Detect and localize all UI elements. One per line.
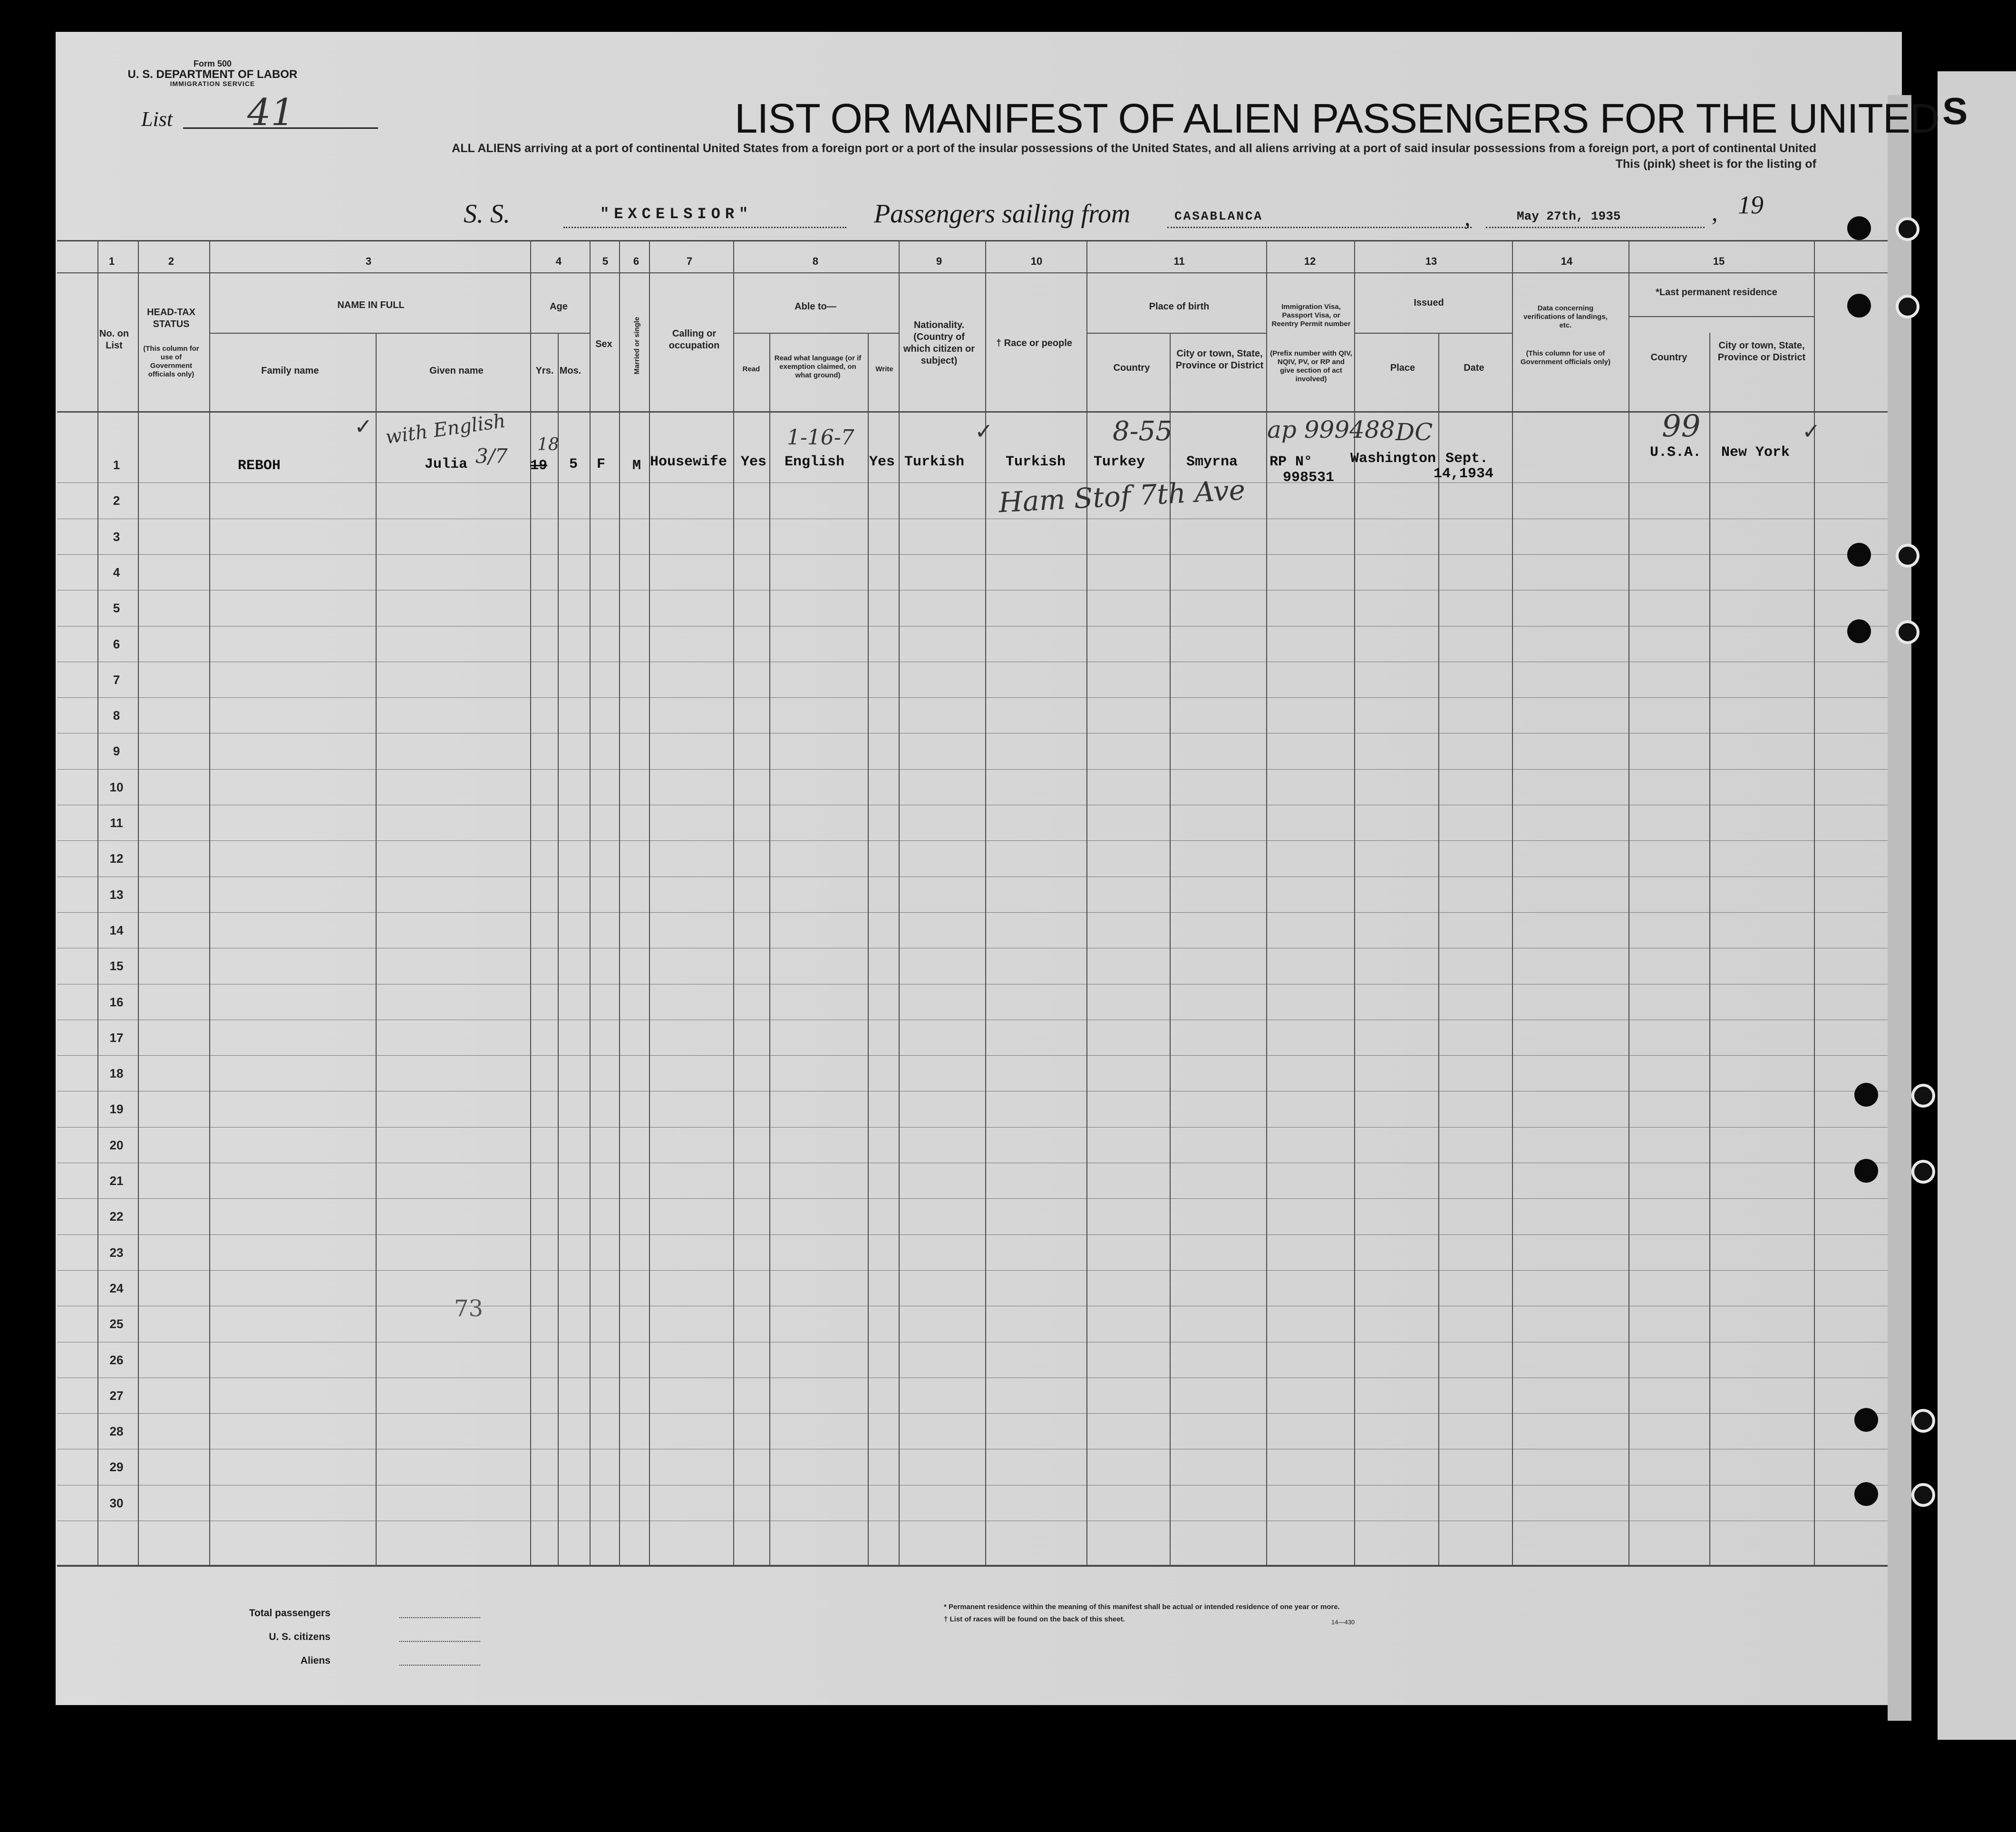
row-number: 13 bbox=[109, 887, 124, 902]
next-page-letter: S bbox=[1942, 90, 1968, 132]
handwritten-place-note: DC bbox=[1396, 418, 1433, 446]
row-number: 10 bbox=[109, 780, 124, 794]
row-number: 18 bbox=[109, 1066, 124, 1081]
header-sex: Sex bbox=[595, 339, 612, 349]
col-number-4: 4 bbox=[555, 255, 562, 267]
grid-bottom bbox=[57, 1565, 1888, 1567]
grid-header-bottom bbox=[57, 411, 1888, 413]
row-number: 27 bbox=[109, 1388, 124, 1403]
year-label: 19 bbox=[1738, 191, 1764, 219]
header-nationality: Nationality. (Country of which citizen or subject) bbox=[903, 320, 975, 366]
column-line bbox=[733, 240, 734, 1565]
col-number-14: 14 bbox=[1560, 255, 1573, 267]
header-lr-city: City or town, State, Province or District bbox=[1717, 340, 1806, 363]
age-months: 5 bbox=[569, 456, 578, 472]
column-line bbox=[769, 333, 770, 1565]
row-line bbox=[57, 1234, 1888, 1235]
residence-city: New York bbox=[1721, 444, 1790, 461]
col-number-11: 11 bbox=[1173, 255, 1185, 267]
column-line bbox=[1438, 333, 1439, 1565]
marital-status: M bbox=[632, 458, 641, 474]
column-line bbox=[558, 333, 559, 1565]
row-number: 15 bbox=[109, 959, 124, 974]
row-number: 3 bbox=[113, 529, 120, 544]
sailing-label: Passengers sailing from bbox=[874, 199, 1131, 229]
col-number-1: 1 bbox=[108, 255, 115, 267]
column-line bbox=[1628, 240, 1629, 1565]
row-number: 19 bbox=[109, 1102, 124, 1117]
header-able-to: Able to— bbox=[795, 301, 836, 312]
next-page-edge bbox=[1938, 71, 2016, 1740]
port-line bbox=[1167, 227, 1472, 228]
header-last-residence: *Last permanent residence bbox=[1656, 287, 1777, 298]
row-number: 26 bbox=[109, 1352, 124, 1367]
col-number-6: 6 bbox=[633, 255, 640, 267]
subheader-divider bbox=[1354, 333, 1512, 334]
binder-ring bbox=[1911, 1084, 1935, 1108]
handwritten-given-note: 3/7 bbox=[475, 444, 508, 468]
row-number: 25 bbox=[109, 1317, 124, 1331]
header-married: Married or single bbox=[633, 317, 641, 375]
sex: F bbox=[597, 456, 606, 472]
header-read: Read bbox=[742, 365, 760, 373]
grid-colnum-line bbox=[57, 272, 1888, 273]
header-race: † Race or people bbox=[996, 338, 1073, 348]
issued-place: Washington bbox=[1350, 451, 1436, 467]
handwritten-signature-note: Ham Stof 7th Ave bbox=[998, 473, 1246, 519]
row-number: 5 bbox=[113, 601, 120, 616]
row-number: 4 bbox=[113, 565, 120, 579]
race: Turkish bbox=[1006, 454, 1066, 470]
row-line bbox=[57, 697, 1888, 698]
header-name-in-full: NAME IN FULL bbox=[337, 300, 405, 310]
sheet-edge bbox=[1888, 95, 1911, 1721]
handwritten-visa-note: ap 999488 bbox=[1267, 416, 1395, 444]
header-yrs: Yrs. bbox=[535, 366, 554, 376]
header-given-name: Given name bbox=[429, 366, 484, 376]
ship-name: "EXCELSIOR" bbox=[600, 205, 753, 223]
birth-city: Smyrna bbox=[1186, 454, 1238, 470]
aliens-label: Aliens bbox=[300, 1655, 330, 1666]
list-value: 41 bbox=[247, 91, 295, 134]
header-write: Write bbox=[875, 365, 893, 373]
column-line bbox=[209, 240, 210, 1565]
header-read-language: Read what language (or if exemption claimed, on what ground) bbox=[774, 354, 862, 379]
subheader-divider bbox=[209, 333, 530, 334]
row-number: 6 bbox=[113, 636, 120, 651]
col-number-3: 3 bbox=[365, 255, 372, 267]
occupation: Housewife bbox=[650, 454, 727, 470]
row-number: 29 bbox=[109, 1460, 124, 1475]
col-number-13: 13 bbox=[1425, 255, 1437, 267]
total-passengers-label: Total passengers bbox=[249, 1608, 330, 1619]
row-number: 1 bbox=[113, 458, 120, 472]
header-lr-country: Country bbox=[1650, 352, 1687, 363]
check-mark: ✓ bbox=[354, 414, 373, 439]
header-head-tax: HEAD-TAX STATUS bbox=[147, 307, 195, 329]
row-line bbox=[57, 482, 1888, 483]
binder-hole bbox=[1847, 216, 1871, 240]
binder-ring bbox=[1896, 217, 1919, 241]
page-subtitle bbox=[399, 141, 1816, 172]
row-line bbox=[57, 769, 1888, 770]
stamp-number: 73 bbox=[454, 1295, 484, 1322]
grid-top bbox=[57, 240, 1888, 241]
handwritten-note: with English bbox=[384, 410, 507, 449]
row-number: 22 bbox=[109, 1209, 124, 1224]
visa-number: 998531 bbox=[1283, 470, 1335, 486]
header-place-of-birth: Place of birth bbox=[1149, 301, 1210, 312]
header-head-tax-note: (This column for use of Government officials only) bbox=[143, 345, 199, 378]
department-name: U. S. DEPARTMENT OF LABOR bbox=[127, 67, 298, 81]
header-data-concerning: Data concerning verifications of landings, etc. bbox=[1523, 304, 1608, 329]
form-code: 14—430 bbox=[1331, 1619, 1355, 1626]
column-line bbox=[1512, 240, 1513, 1565]
footnote-residence: * Permanent residence within the meaning of this manifest shall be actual or intended residence of one year or more. bbox=[944, 1603, 1340, 1611]
header-family-name: Family name bbox=[261, 366, 319, 376]
header-birth-country: Country bbox=[1113, 363, 1150, 373]
ss-label: S. S. bbox=[464, 199, 510, 229]
column-line bbox=[619, 240, 620, 1565]
nationality: Turkish bbox=[904, 454, 965, 470]
subheader-divider bbox=[733, 333, 899, 334]
column-line bbox=[1170, 333, 1171, 1565]
column-line bbox=[1709, 333, 1710, 1565]
row-number: 7 bbox=[113, 672, 120, 687]
check-mark: ✓ bbox=[1802, 418, 1821, 444]
handwritten-birth-note: 8-55 bbox=[1113, 416, 1173, 447]
subheader-divider bbox=[1086, 333, 1266, 334]
comma: , bbox=[1464, 204, 1471, 231]
binder-ring bbox=[1911, 1160, 1935, 1184]
header-issued-date: Date bbox=[1464, 363, 1484, 373]
row-number: 30 bbox=[109, 1495, 124, 1510]
binder-ring bbox=[1896, 295, 1919, 318]
us-citizens-label: U. S. citizens bbox=[269, 1631, 330, 1642]
header-age: Age bbox=[550, 301, 568, 312]
service-name: IMMIGRATION SERVICE bbox=[170, 80, 255, 88]
binder-hole bbox=[1854, 1482, 1878, 1506]
row-number: 28 bbox=[109, 1424, 124, 1439]
col-number-10: 10 bbox=[1030, 255, 1043, 267]
header-calling: Calling or occupation bbox=[669, 328, 720, 351]
column-line bbox=[1086, 240, 1087, 1565]
total-passengers-line bbox=[399, 1617, 480, 1618]
comma: , bbox=[1712, 199, 1718, 226]
header-visa-note: (Prefix number with QIV, NQIV, PV, or RP and give section of act involved) bbox=[1270, 349, 1352, 383]
row-number: 24 bbox=[109, 1281, 124, 1295]
page-title: LIST OR MANIFEST OF ALIEN PASSENGERS FOR THE UNITED bbox=[735, 96, 1939, 142]
header-issued-place: Place bbox=[1390, 363, 1415, 373]
subheader-divider bbox=[530, 333, 590, 334]
binder-ring bbox=[1896, 620, 1919, 644]
col-number-12: 12 bbox=[1304, 255, 1316, 267]
family-name: REBOH bbox=[238, 458, 281, 474]
handwritten-age: 18 bbox=[537, 435, 559, 454]
row-number: 21 bbox=[109, 1174, 124, 1188]
footnote-races: † List of races will be found on the back of this sheet. bbox=[944, 1615, 1125, 1623]
row-number: 23 bbox=[109, 1245, 124, 1260]
subheader-divider bbox=[1628, 316, 1814, 317]
ship-line bbox=[563, 227, 846, 228]
row-line bbox=[57, 1198, 1888, 1199]
row-number: 14 bbox=[109, 923, 124, 937]
row-number: 11 bbox=[110, 816, 123, 830]
col-number-5: 5 bbox=[602, 255, 609, 267]
list-label: List bbox=[141, 107, 173, 131]
aliens-line bbox=[399, 1665, 480, 1666]
row-number: 8 bbox=[113, 708, 120, 723]
binder-hole bbox=[1854, 1083, 1878, 1107]
date-line bbox=[1486, 227, 1705, 228]
column-line bbox=[649, 240, 650, 1565]
binder-hole bbox=[1847, 294, 1871, 318]
column-line bbox=[530, 240, 531, 1565]
form-label bbox=[115, 59, 310, 87]
binder-hole bbox=[1854, 1159, 1878, 1183]
row-line bbox=[57, 1413, 1888, 1414]
row-line bbox=[57, 1127, 1888, 1128]
binder-hole bbox=[1847, 619, 1871, 643]
column-line bbox=[138, 240, 139, 1565]
row-line bbox=[57, 912, 1888, 913]
col-number-9: 9 bbox=[936, 255, 942, 267]
column-line bbox=[868, 333, 869, 1565]
column-line bbox=[97, 240, 98, 1565]
header-data-note: (This column for use of Government officials only) bbox=[1520, 349, 1611, 366]
us-citizens-line bbox=[399, 1641, 480, 1642]
read-language: English bbox=[785, 454, 845, 470]
departure-port: CASABLANCA bbox=[1174, 209, 1263, 223]
handwritten-residence-note: 99 bbox=[1662, 409, 1701, 444]
row-number: 20 bbox=[109, 1138, 124, 1152]
binder-ring bbox=[1911, 1483, 1935, 1507]
column-line bbox=[590, 240, 591, 1565]
column-line bbox=[376, 333, 377, 1565]
visa-type: RP N° bbox=[1270, 454, 1313, 470]
row-line bbox=[57, 1055, 1888, 1056]
binder-hole bbox=[1854, 1408, 1878, 1432]
row-number: 17 bbox=[109, 1030, 124, 1045]
handwritten-lang-note: 1-16-7 bbox=[787, 425, 854, 450]
sailing-date: May 27th, 1935 bbox=[1517, 209, 1621, 223]
header-visa: Immigration Visa, Passport Visa, or Reentry Permit number bbox=[1271, 303, 1351, 328]
subtitle-line-2: This (pink) sheet is for the listing of bbox=[1615, 157, 1816, 171]
header-no-on-list: No. on List bbox=[99, 328, 129, 351]
subtitle-line-1: ALL ALIENS arriving at a port of continental United States from a foreign port or a port of the insular possessions of the United States, and all aliens arriving at a port of said insular possessions from a foreign port, a port of continental United bbox=[452, 142, 1816, 155]
col-number-15: 15 bbox=[1713, 255, 1725, 267]
col-number-8: 8 bbox=[812, 255, 819, 267]
header-mos: Mos. bbox=[559, 366, 582, 376]
given-name: Julia bbox=[425, 456, 468, 472]
binder-ring bbox=[1896, 544, 1919, 568]
row-number: 12 bbox=[109, 851, 124, 866]
residence-country: U.S.A. bbox=[1650, 444, 1702, 461]
row-line bbox=[57, 1270, 1888, 1271]
row-number: 16 bbox=[109, 994, 124, 1009]
col-number-7: 7 bbox=[686, 255, 693, 267]
check-mark: ✓ bbox=[975, 418, 993, 444]
column-line bbox=[899, 240, 900, 1565]
issued-date-month: Sept. bbox=[1445, 451, 1489, 467]
row-number: 9 bbox=[113, 744, 120, 759]
manifest-grid bbox=[57, 240, 1888, 1566]
issued-date-day-year: 14,1934 bbox=[1434, 466, 1494, 482]
row-line bbox=[57, 626, 1888, 627]
row-number: 2 bbox=[113, 493, 120, 508]
row-line bbox=[57, 554, 1888, 555]
binder-ring bbox=[1911, 1409, 1935, 1433]
form-number: Form 500 bbox=[193, 59, 232, 68]
binder-hole bbox=[1847, 543, 1871, 567]
birth-country: Turkey bbox=[1094, 454, 1145, 470]
header-issued: Issued bbox=[1414, 298, 1444, 308]
header-birth-city: City or town, State, Province or District bbox=[1175, 348, 1264, 371]
can-read: Yes bbox=[741, 454, 767, 470]
can-write: Yes bbox=[869, 454, 895, 470]
col-number-2: 2 bbox=[168, 255, 174, 267]
row-line bbox=[57, 840, 1888, 841]
age-years: 19 bbox=[530, 458, 548, 474]
